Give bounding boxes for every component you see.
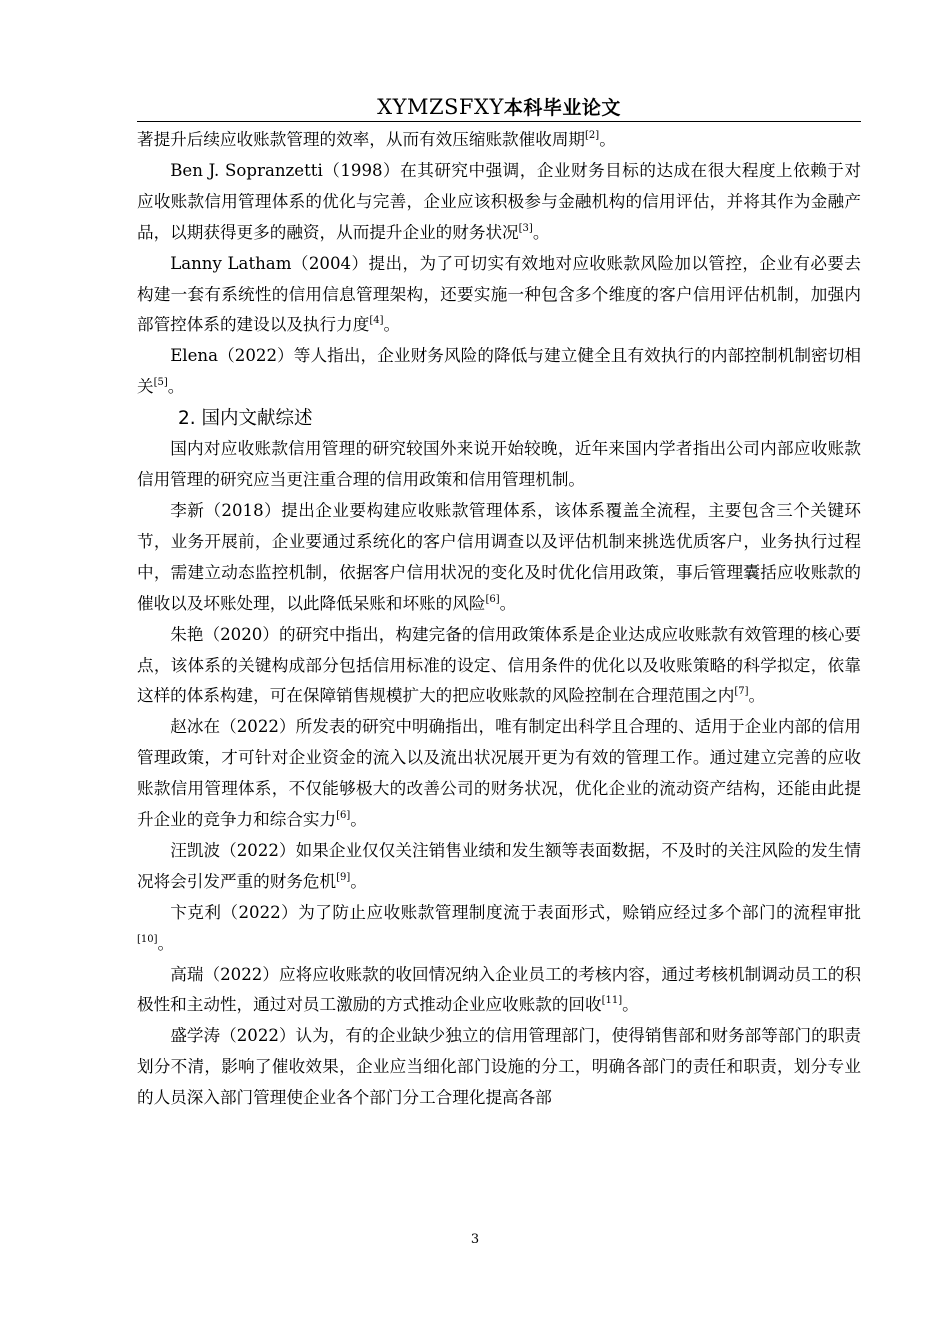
- citation: [10]: [137, 933, 158, 945]
- paragraph-lixin: 李新（2018）提出企业要构建应收账款管理体系，该体系覆盖全流程，主要包含三个关键环节，业务开展前，企业要通过系统化的客户信用调查以及评估机制来挑选优质客户，业务执行过程中，需建立动态监控机制，依据客户信用状况的变化及时优化信用政策，事后管理囊括应收账款的催收以及坏账处理，以此降低呆账和坏账的风险[6]。: [137, 500, 861, 613]
- paragraph-bianke: 卞克利（2022）为了防止应收账款管理制度流于表面形式，赊销应经过多个部门的流程审批[10]。: [137, 902, 861, 953]
- paragraph-zhaobing: 赵冰在（2022）所发表的研究中明确指出，唯有制定出科学且合理的、适用于企业内部的信用管理政策，才可针对企业资金的流入以及流出状况展开更为有效的管理工作。通过建立完善的应收账款信用管理体系，不仅能够极大的改善公司的财务状况，优化企业的流动资产结构，还能由此提升企业的竞争力和综合实力[6]。: [137, 717, 861, 830]
- citation: [3]: [518, 222, 533, 234]
- citation: [2]: [585, 130, 600, 141]
- header-prefix: XYMZSFXY: [377, 95, 504, 119]
- page-header: [137, 93, 861, 120]
- paragraph-sopranzetti: Ben J. Sopranzetti（1998）在其研究中强调，企业财务目标的达成在很大程度上依赖于对应收账款信用管理体系的优化与完善，企业应该积极参与金融机构的信用评估，并将其作为金融产品，以期获得更多的融资，从而提升企业的财务状况[3]。: [137, 160, 861, 242]
- paragraph-elena: Elena（2022）等人指出，企业财务风险的降低与建立健全且有效执行的内部控制机制密切相关[5]。: [137, 346, 861, 397]
- citation: [6]: [336, 810, 351, 822]
- paragraph-shengxuetao: 盛学涛（2022）认为，有的企业缺少独立的信用管理部门，使得销售部和财务部等部门的职责划分不清，影响了催收效果，企业应当细化部门设施的分工，明确各部门的责任和职责，划分专业的人员深入部门管理使企业各个部门分工合理化提高各部: [137, 1026, 861, 1108]
- paragraph-zhuyan: 朱艳（2020）的研究中指出，构建完备的信用政策体系是企业达成应收账款有效管理的核心要点，该体系的关键构成部分包括信用标准的设定、信用条件的优化以及收账策略的科学拟定，依靠这样的体系构建，可在保障销售规模扩大的把应收账款的风险控制在合理范围之内[7]。: [137, 624, 861, 706]
- citation: [7]: [734, 686, 749, 698]
- header-rule: [137, 121, 861, 122]
- paragraph-gaorui: 高瑞（2022）应将应收账款的收回情况纳入企业员工的考核内容，通过考核机制调动员工的积极性和主动性，通过对员工激励的方式推动企业应收账款的回收[11]。: [137, 964, 861, 1015]
- citation: [11]: [601, 995, 623, 1007]
- citation: [9]: [336, 871, 351, 883]
- paragraph-domestic-intro: 国内对应收账款信用管理的研究较国外来说开始较晚，近年来国内学者指出公司内部应收账款信用管理的研究应当更注重合理的信用政策和信用管理机制。: [137, 439, 861, 490]
- citation: [5]: [153, 377, 168, 389]
- body-text: [137, 125, 861, 1114]
- paragraph-continuation: 著提升后续应收账款管理的效率，从而有效压缩账款催收周期[2]。: [137, 130, 616, 149]
- paragraph-latham: Lanny Latham（2004）提出，为了可切实有效地对应收账款风险加以管控，企业有必要去构建一套有系统性的信用信息管理架构，还要实施一种包含多个维度的客户信用评估机制，加强内部管控体系的建设以及执行力度[4]。: [137, 253, 861, 335]
- paragraph-wangkaibo: 汪凯波（2022）如果企业仅仅关注销售业绩和发生额等表面数据，不及时的关注风险的发生情况将会引发严重的财务危机[9]。: [137, 840, 861, 891]
- citation: [6]: [485, 593, 500, 605]
- page-number: 3: [470, 1232, 480, 1247]
- section-heading: 2. 国内文献综述: [178, 408, 313, 430]
- header-suffix: 本科毕业论文: [503, 97, 621, 119]
- citation: [4]: [369, 315, 384, 327]
